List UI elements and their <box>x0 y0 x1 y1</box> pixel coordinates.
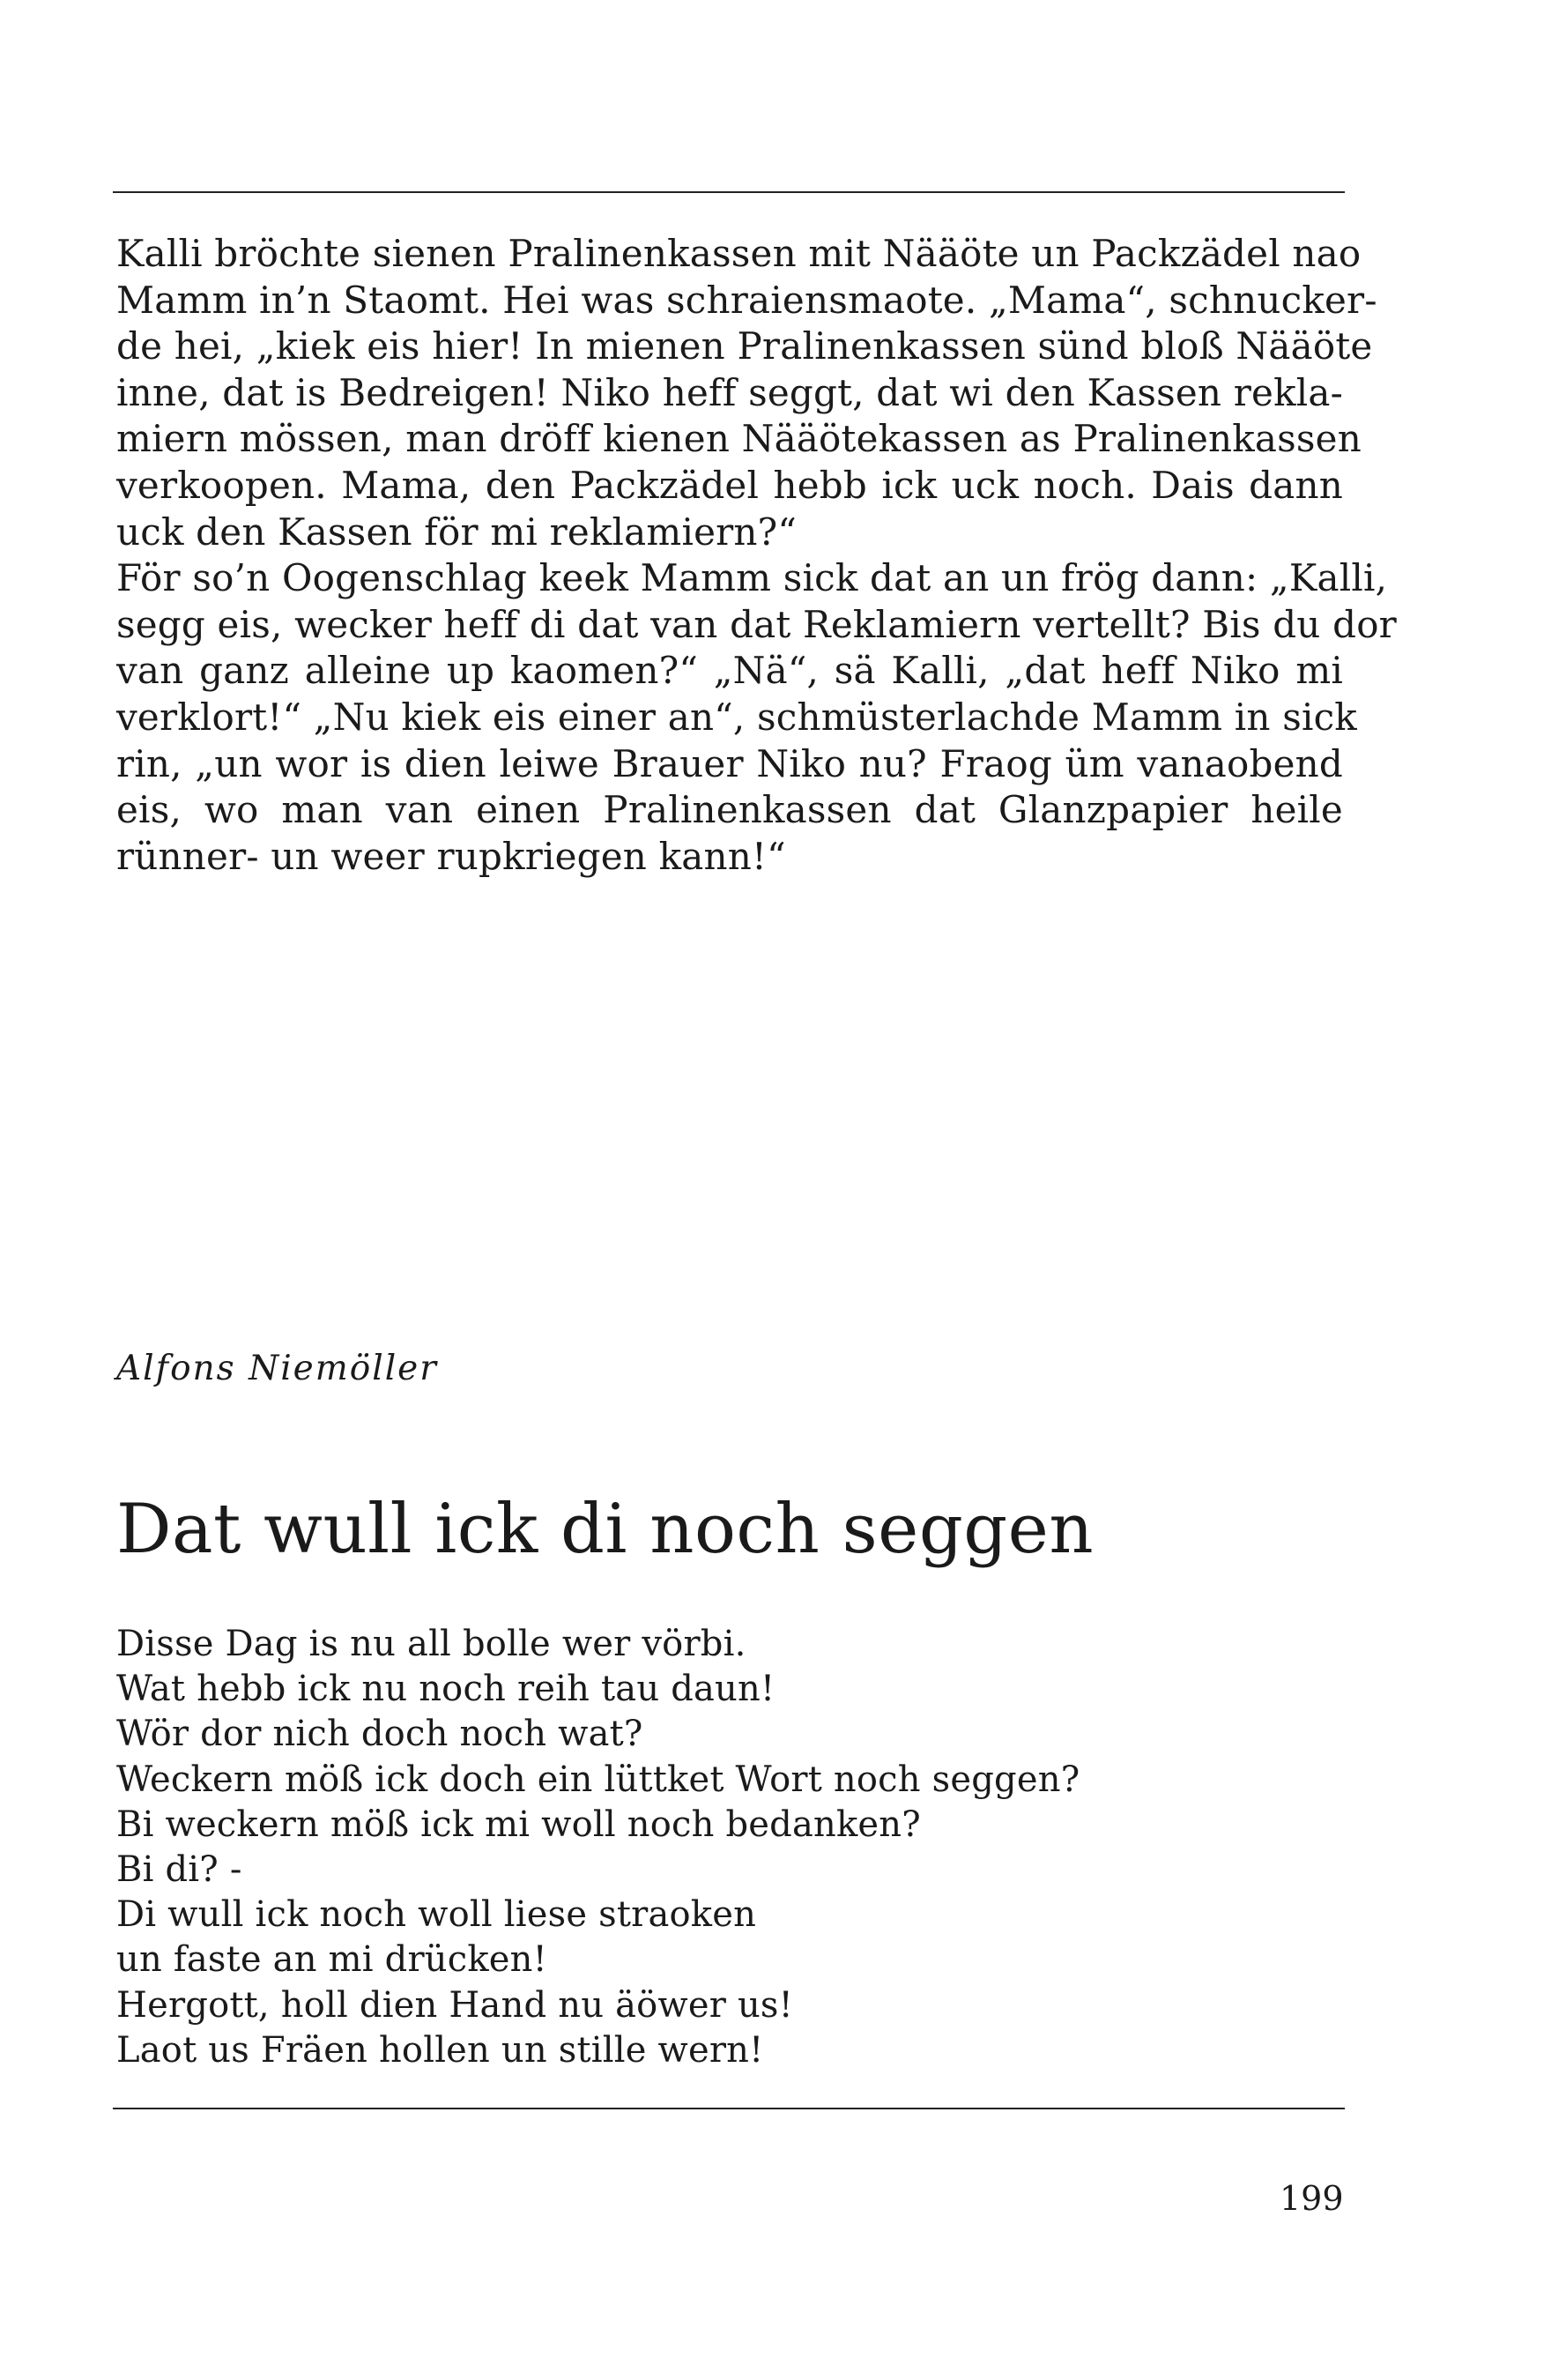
prose-line: För so’n Oogenschlag keek Mamm sick dat an un frög dann: „Kalli, <box>116 556 1388 600</box>
author-name: Alfons Niemöller <box>116 1349 438 1388</box>
poem-line: Wat hebb ick nu noch reih tau daun! <box>116 1669 776 1710</box>
prose-line: verkoopen. Mama, den Packzädel hebb ick uck noch. Dais dann <box>116 463 1343 507</box>
poem-title: Dat wull ick di noch seggen <box>116 1490 1095 1569</box>
poem-line: Bi weckern möß ick mi woll noch bedanken? <box>116 1804 921 1845</box>
prose-line: uck den Kassen för mi reklamiern?“ <box>116 509 798 554</box>
prose-line: de hei, „kiek eis hier! In mienen Pralinenkassen sünd bloß Nääöte <box>116 324 1373 368</box>
poem-line: un faste an mi drücken! <box>116 1939 547 1981</box>
prose-line: rin, „un wor is dien leiwe Brauer Niko nu? Fraog üm vanaobend <box>116 741 1343 785</box>
prose-line: verklort!“ „Nu kiek eis einer an“, schmüsterlachde Mamm in sick <box>116 695 1357 739</box>
prose-line: Mamm in’n Staomt. Hei was schraiensmaote. „Mama“, schnucker- <box>116 278 1377 322</box>
prose-line: miern mössen, man dröff kienen Nääötekassen as Pralinenkassen <box>116 417 1362 461</box>
poem-block <box>116 1622 1343 2073</box>
poem-line: Weckern möß ick doch ein lüttket Wort noch seggen? <box>116 1759 1080 1800</box>
prose-line: segg eis, wecker heff di dat van dat Reklamiern vertellt? Bis du dor <box>116 602 1397 646</box>
prose-line: rünner- un weer rupkriegen kann!“ <box>116 834 786 878</box>
prose-block <box>116 231 1397 880</box>
poem-line: Di wull ick noch woll liese straoken <box>116 1894 757 1936</box>
prose-line: inne, dat is Bedreigen! Niko heff seggt, dat wi den Kassen rekla- <box>116 370 1343 414</box>
prose-line: Kalli bröchte sienen Pralinenkassen mit Nääöte un Packzädel nao <box>116 232 1362 275</box>
page-number: 199 <box>1280 2179 1344 2218</box>
prose-line: van ganz alleine up kaomen?“ „Nä“, sä Kalli, „dat heff Niko mi <box>116 649 1343 693</box>
poem-line: Wör dor nich doch noch wat? <box>116 1714 643 1755</box>
poem-line: Hergott, holl dien Hand nu äöwer us! <box>116 1984 793 2026</box>
top-rule <box>113 191 1345 193</box>
poem-line: Disse Dag is nu all bolle wer vörbi. <box>116 1624 746 1664</box>
poem-line: Laot us Fräen hollen un stille wern! <box>116 2029 764 2071</box>
prose-line: eis, wo man van einen Pralinenkassen dat Glanzpapier heile <box>116 788 1343 832</box>
bottom-rule <box>113 2108 1345 2109</box>
poem-line: Bi di? - <box>116 1848 242 1890</box>
